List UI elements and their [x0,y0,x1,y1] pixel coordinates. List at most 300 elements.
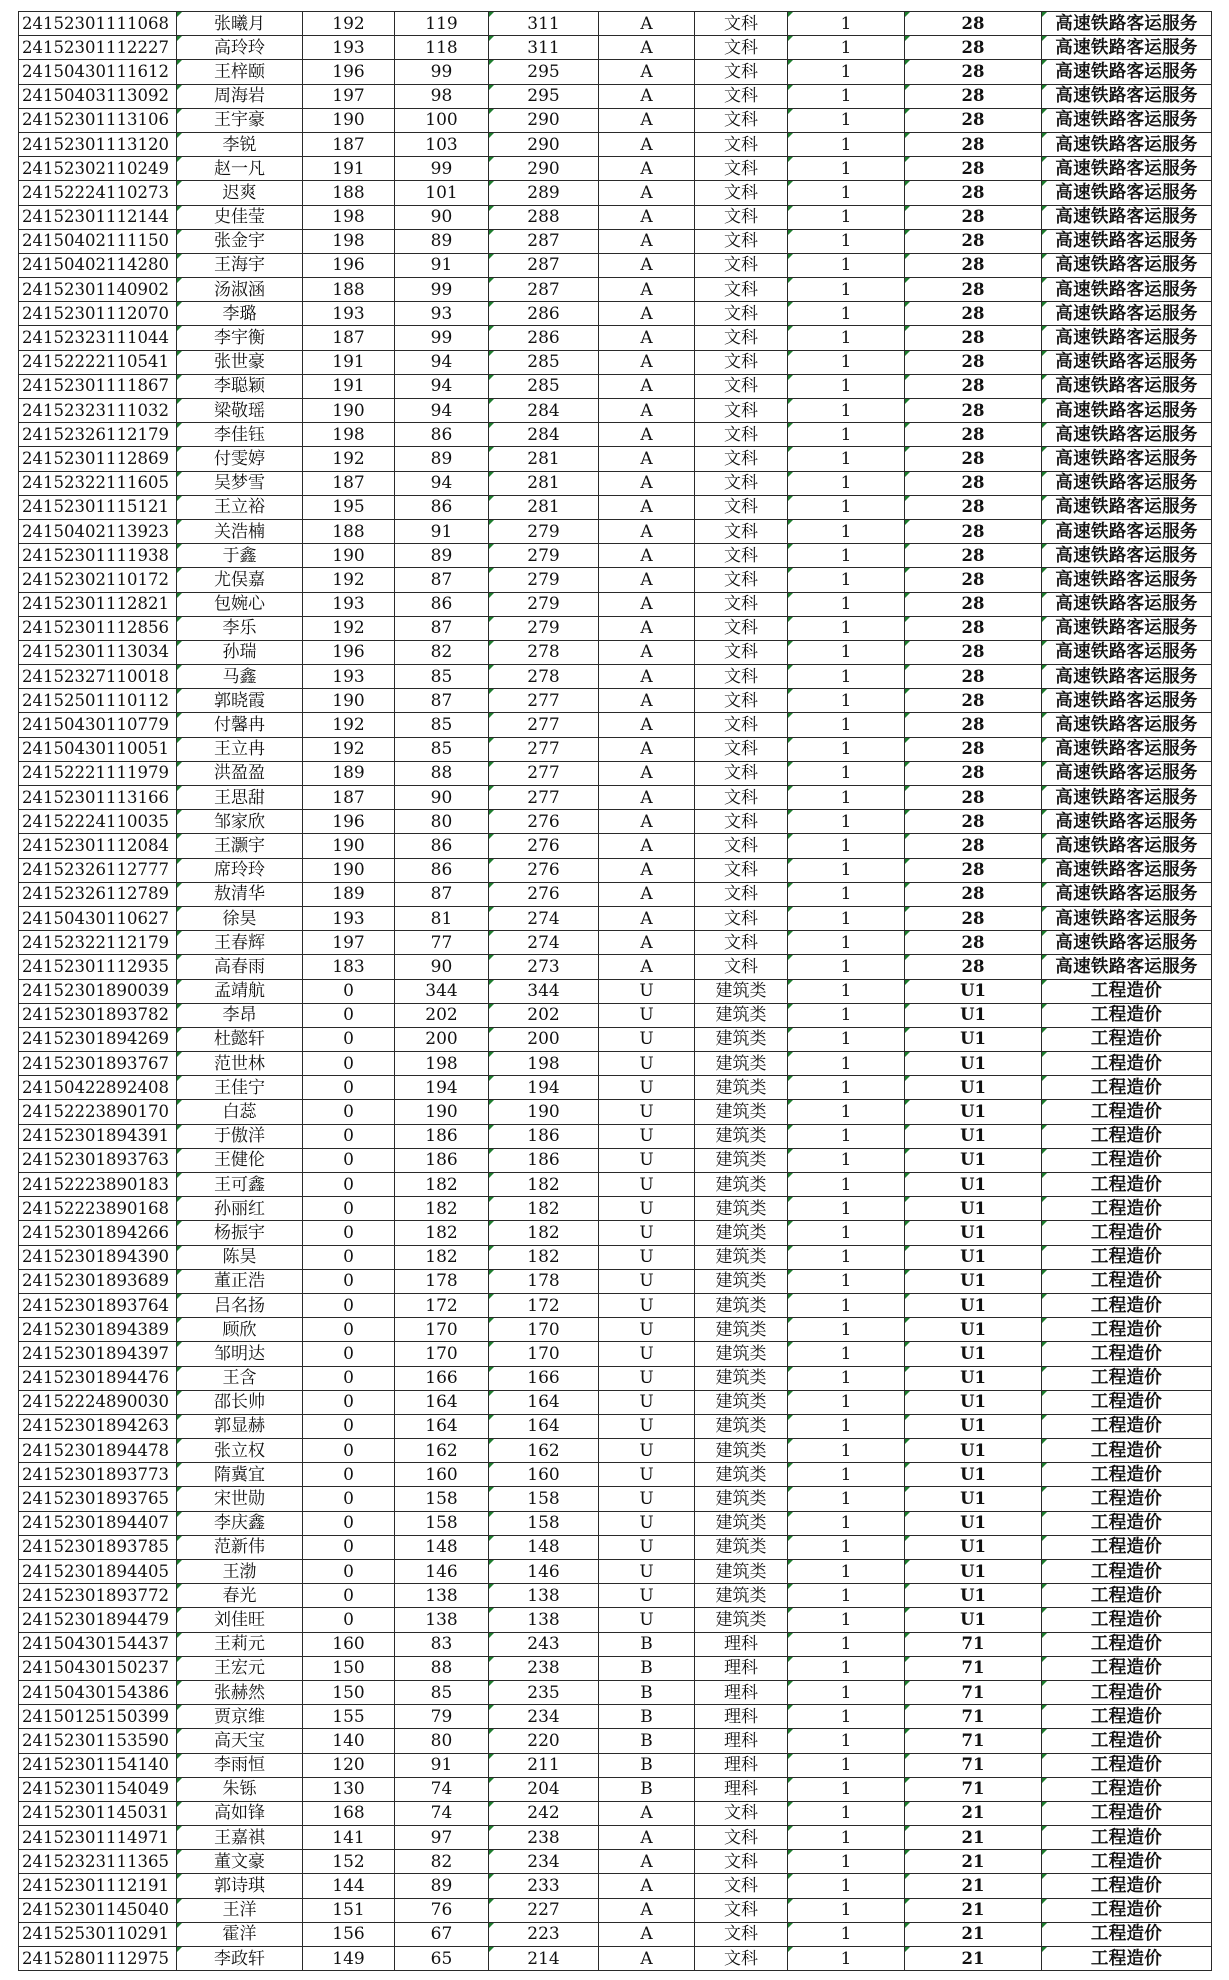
category-cell: A [599,519,695,543]
total-score-cell: 138 [489,1608,599,1632]
score-2-cell: 97 [395,1826,489,1850]
total-score-cell: 276 [489,834,599,858]
count-cell: 1 [788,665,905,689]
score-2-cell: 99 [395,60,489,84]
score-1-cell: 152 [303,1850,395,1874]
candidate-id-cell: 24152301893772 [19,1584,177,1608]
plan-code-cell: 71 [905,1705,1042,1729]
total-score-cell: 158 [489,1511,599,1535]
subject-cell: 建筑类 [695,1439,788,1463]
table-row [19,1826,1212,1850]
count-cell: 1 [788,326,905,350]
subject-cell: 文科 [695,181,788,205]
plan-code-cell: U1 [905,1245,1042,1269]
category-cell: U [599,1293,695,1317]
total-score-cell: 281 [489,447,599,471]
table-row [19,253,1212,277]
candidate-id-cell: 24152501110112 [19,689,177,713]
major-cell: 工程造价 [1042,1826,1212,1850]
subject-cell: 文科 [695,229,788,253]
total-score-cell: 182 [489,1245,599,1269]
table-row [19,1584,1212,1608]
candidate-id-cell: 24152326112179 [19,423,177,447]
candidate-id-cell: 24152301893764 [19,1293,177,1317]
major-cell: 工程造价 [1042,1947,1212,1971]
candidate-id-cell: 24152301113034 [19,640,177,664]
count-cell: 1 [788,544,905,568]
table-row [19,1100,1212,1124]
subject-cell: 文科 [695,761,788,785]
category-cell: U [599,1342,695,1366]
subject-cell: 建筑类 [695,1173,788,1197]
category-cell: A [599,592,695,616]
score-2-cell: 101 [395,181,489,205]
plan-code-cell: U1 [905,1511,1042,1535]
name-cell: 王春辉 [177,931,303,955]
subject-cell: 文科 [695,399,788,423]
total-score-cell: 211 [489,1753,599,1777]
candidate-id-cell: 24152301894389 [19,1318,177,1342]
table-row [19,544,1212,568]
count-cell: 1 [788,1124,905,1148]
name-cell: 于傲洋 [177,1124,303,1148]
score-1-cell: 0 [303,1560,395,1584]
name-cell: 李璐 [177,302,303,326]
name-cell: 王佳宁 [177,1076,303,1100]
plan-code-cell: U1 [905,1293,1042,1317]
name-cell: 邹明达 [177,1342,303,1366]
major-cell: 工程造价 [1042,1753,1212,1777]
score-2-cell: 99 [395,326,489,350]
plan-code-cell: U1 [905,1197,1042,1221]
total-score-cell: 160 [489,1463,599,1487]
name-cell: 周海岩 [177,84,303,108]
score-1-cell: 0 [303,1414,395,1438]
count-cell: 1 [788,955,905,979]
count-cell: 1 [788,12,905,36]
score-1-cell: 192 [303,568,395,592]
plan-code-cell: U1 [905,1100,1042,1124]
total-score-cell: 186 [489,1148,599,1172]
total-score-cell: 170 [489,1318,599,1342]
count-cell: 1 [788,1535,905,1559]
total-score-cell: 284 [489,399,599,423]
category-cell: A [599,1922,695,1946]
table-row [19,84,1212,108]
subject-cell: 建筑类 [695,1318,788,1342]
table-row [19,1922,1212,1946]
score-1-cell: 195 [303,495,395,519]
category-cell: A [599,471,695,495]
candidate-id-cell: 24152301894266 [19,1221,177,1245]
major-cell: 高速铁路客运服务 [1042,60,1212,84]
total-score-cell: 276 [489,810,599,834]
major-cell: 高速铁路客运服务 [1042,834,1212,858]
candidate-id-cell: 24152301112821 [19,592,177,616]
category-cell: A [599,447,695,471]
score-1-cell: 190 [303,108,395,132]
subject-cell: 文科 [695,1801,788,1825]
name-cell: 白蕊 [177,1100,303,1124]
category-cell: A [599,326,695,350]
score-2-cell: 85 [395,713,489,737]
total-score-cell: 172 [489,1293,599,1317]
table-row [19,1560,1212,1584]
candidate-id-cell: 24152301113106 [19,108,177,132]
category-cell: A [599,399,695,423]
major-cell: 高速铁路客运服务 [1042,906,1212,930]
score-2-cell: 88 [395,1656,489,1680]
major-cell: 高速铁路客运服务 [1042,737,1212,761]
score-2-cell: 202 [395,1003,489,1027]
major-cell: 工程造价 [1042,1245,1212,1269]
name-cell: 李昂 [177,1003,303,1027]
score-2-cell: 77 [395,931,489,955]
candidate-id-cell: 24152327110018 [19,665,177,689]
score-1-cell: 191 [303,374,395,398]
candidate-id-cell: 24152301894390 [19,1245,177,1269]
plan-code-cell: 28 [905,544,1042,568]
category-cell: A [599,713,695,737]
plan-code-cell: 28 [905,786,1042,810]
major-cell: 高速铁路客运服务 [1042,882,1212,906]
score-2-cell: 98 [395,84,489,108]
name-cell: 宋世勋 [177,1487,303,1511]
score-1-cell: 192 [303,713,395,737]
plan-code-cell: 71 [905,1656,1042,1680]
subject-cell: 建筑类 [695,1560,788,1584]
subject-cell: 文科 [695,858,788,882]
category-cell: A [599,665,695,689]
score-2-cell: 85 [395,737,489,761]
plan-code-cell: 28 [905,882,1042,906]
table-row [19,786,1212,810]
count-cell: 1 [788,1511,905,1535]
plan-code-cell: 28 [905,713,1042,737]
candidate-id-cell: 24152221111979 [19,761,177,785]
name-cell: 王洋 [177,1898,303,1922]
score-1-cell: 0 [303,1052,395,1076]
score-1-cell: 192 [303,616,395,640]
plan-code-cell: 28 [905,60,1042,84]
category-cell: U [599,1100,695,1124]
table-row [19,1076,1212,1100]
score-1-cell: 0 [303,1173,395,1197]
score-2-cell: 178 [395,1269,489,1293]
major-cell: 工程造价 [1042,1027,1212,1051]
name-cell: 高如锋 [177,1801,303,1825]
total-score-cell: 274 [489,931,599,955]
score-2-cell: 186 [395,1148,489,1172]
category-cell: A [599,906,695,930]
plan-code-cell: 21 [905,1922,1042,1946]
plan-code-cell: 28 [905,447,1042,471]
name-cell: 刘佳旺 [177,1608,303,1632]
total-score-cell: 277 [489,786,599,810]
plan-code-cell: 28 [905,810,1042,834]
subject-cell: 文科 [695,834,788,858]
table-row [19,519,1212,543]
count-cell: 1 [788,181,905,205]
subject-cell: 建筑类 [695,1148,788,1172]
name-cell: 李聪颖 [177,374,303,398]
subject-cell: 文科 [695,1826,788,1850]
category-cell: U [599,1173,695,1197]
table-row [19,1342,1212,1366]
table-row [19,423,1212,447]
major-cell: 工程造价 [1042,1173,1212,1197]
category-cell: A [599,132,695,156]
category-cell: A [599,60,695,84]
score-2-cell: 186 [395,1124,489,1148]
candidate-id-cell: 24152301893765 [19,1487,177,1511]
name-cell: 高天宝 [177,1729,303,1753]
count-cell: 1 [788,471,905,495]
category-cell: A [599,786,695,810]
candidate-id-cell: 24152223890170 [19,1100,177,1124]
score-2-cell: 182 [395,1245,489,1269]
category-cell: A [599,810,695,834]
name-cell: 王立裕 [177,495,303,519]
score-1-cell: 150 [303,1656,395,1680]
count-cell: 1 [788,1269,905,1293]
total-score-cell: 164 [489,1414,599,1438]
candidate-id-cell: 24150402114280 [19,253,177,277]
subject-cell: 文科 [695,253,788,277]
major-cell: 工程造价 [1042,1922,1212,1946]
score-1-cell: 0 [303,1027,395,1051]
plan-code-cell: U1 [905,1148,1042,1172]
name-cell: 李乐 [177,616,303,640]
subject-cell: 文科 [695,544,788,568]
subject-cell: 文科 [695,1850,788,1874]
major-cell: 高速铁路客运服务 [1042,12,1212,36]
major-cell: 高速铁路客运服务 [1042,447,1212,471]
score-2-cell: 94 [395,350,489,374]
plan-code-cell: U1 [905,1342,1042,1366]
name-cell: 朱铄 [177,1777,303,1801]
table-row [19,1390,1212,1414]
subject-cell: 文科 [695,882,788,906]
count-cell: 1 [788,1245,905,1269]
total-score-cell: 284 [489,423,599,447]
total-score-cell: 233 [489,1874,599,1898]
score-2-cell: 100 [395,108,489,132]
plan-code-cell: 71 [905,1729,1042,1753]
candidate-id-cell: 24152301894479 [19,1608,177,1632]
candidate-id-cell: 24152301894478 [19,1439,177,1463]
total-score-cell: 281 [489,495,599,519]
total-score-cell: 279 [489,519,599,543]
candidate-id-cell: 24152322112179 [19,931,177,955]
name-cell: 张赫然 [177,1680,303,1704]
total-score-cell: 146 [489,1560,599,1584]
count-cell: 1 [788,1705,905,1729]
subject-cell: 文科 [695,665,788,689]
score-1-cell: 0 [303,1584,395,1608]
plan-code-cell: U1 [905,1390,1042,1414]
score-2-cell: 74 [395,1801,489,1825]
score-2-cell: 87 [395,882,489,906]
plan-code-cell: U1 [905,1173,1042,1197]
major-cell: 工程造价 [1042,1680,1212,1704]
category-cell: B [599,1705,695,1729]
score-1-cell: 196 [303,253,395,277]
count-cell: 1 [788,568,905,592]
count-cell: 1 [788,132,905,156]
score-1-cell: 156 [303,1922,395,1946]
count-cell: 1 [788,1052,905,1076]
name-cell: 贾京维 [177,1705,303,1729]
plan-code-cell: 28 [905,640,1042,664]
table-row [19,665,1212,689]
candidate-id-cell: 24152301893782 [19,1003,177,1027]
subject-cell: 理科 [695,1680,788,1704]
category-cell: A [599,544,695,568]
plan-code-cell: 28 [905,689,1042,713]
count-cell: 1 [788,979,905,1003]
score-2-cell: 80 [395,1729,489,1753]
category-cell: U [599,1245,695,1269]
subject-cell: 文科 [695,737,788,761]
total-score-cell: 287 [489,229,599,253]
score-2-cell: 89 [395,544,489,568]
name-cell: 梁敬瑶 [177,399,303,423]
major-cell: 工程造价 [1042,1705,1212,1729]
major-cell: 工程造价 [1042,1632,1212,1656]
category-cell: U [599,1439,695,1463]
total-score-cell: 286 [489,326,599,350]
count-cell: 1 [788,1100,905,1124]
score-1-cell: 190 [303,834,395,858]
name-cell: 孟靖航 [177,979,303,1003]
score-1-cell: 190 [303,858,395,882]
total-score-cell: 164 [489,1390,599,1414]
score-2-cell: 89 [395,447,489,471]
subject-cell: 文科 [695,1947,788,1971]
major-cell: 高速铁路客运服务 [1042,205,1212,229]
subject-cell: 建筑类 [695,1269,788,1293]
category-cell: A [599,495,695,519]
table-row [19,761,1212,785]
major-cell: 工程造价 [1042,1584,1212,1608]
category-cell: A [599,1826,695,1850]
score-1-cell: 198 [303,229,395,253]
candidate-id-cell: 24152301111068 [19,12,177,36]
category-cell: U [599,1390,695,1414]
category-cell: U [599,1511,695,1535]
count-cell: 1 [788,1366,905,1390]
category-cell: U [599,1221,695,1245]
total-score-cell: 166 [489,1366,599,1390]
score-2-cell: 99 [395,278,489,302]
total-score-cell: 202 [489,1003,599,1027]
major-cell: 高速铁路客运服务 [1042,810,1212,834]
score-1-cell: 150 [303,1680,395,1704]
count-cell: 1 [788,1148,905,1172]
candidate-id-cell: 24152301113166 [19,786,177,810]
score-2-cell: 164 [395,1390,489,1414]
score-1-cell: 188 [303,278,395,302]
candidate-id-cell: 24152224890030 [19,1390,177,1414]
candidate-id-cell: 24150430154386 [19,1680,177,1704]
category-cell: A [599,568,695,592]
score-1-cell: 189 [303,882,395,906]
category-cell: A [599,423,695,447]
score-1-cell: 155 [303,1705,395,1729]
name-cell: 李政轩 [177,1947,303,1971]
score-2-cell: 182 [395,1197,489,1221]
category-cell: A [599,1898,695,1922]
category-cell: A [599,181,695,205]
total-score-cell: 138 [489,1584,599,1608]
plan-code-cell: 71 [905,1632,1042,1656]
score-1-cell: 196 [303,640,395,664]
subject-cell: 文科 [695,108,788,132]
score-2-cell: 87 [395,689,489,713]
subject-cell: 文科 [695,616,788,640]
score-2-cell: 81 [395,906,489,930]
plan-code-cell: U1 [905,1318,1042,1342]
count-cell: 1 [788,84,905,108]
score-2-cell: 172 [395,1293,489,1317]
candidate-id-cell: 24152301112084 [19,834,177,858]
category-cell: A [599,1874,695,1898]
table-body [19,12,1212,1971]
total-score-cell: 289 [489,181,599,205]
total-score-cell: 295 [489,60,599,84]
score-1-cell: 0 [303,1221,395,1245]
category-cell: A [599,858,695,882]
subject-cell: 建筑类 [695,1414,788,1438]
score-1-cell: 197 [303,84,395,108]
score-1-cell: 196 [303,60,395,84]
candidate-id-cell: 24152301113120 [19,132,177,156]
name-cell: 高玲玲 [177,36,303,60]
category-cell: U [599,1366,695,1390]
name-cell: 洪盈盈 [177,761,303,785]
plan-code-cell: U1 [905,1535,1042,1559]
name-cell: 李宇衡 [177,326,303,350]
candidate-id-cell: 24152323111044 [19,326,177,350]
table-row [19,689,1212,713]
count-cell: 1 [788,108,905,132]
score-1-cell: 0 [303,1100,395,1124]
total-score-cell: 287 [489,253,599,277]
candidate-id-cell: 24152301112070 [19,302,177,326]
major-cell: 高速铁路客运服务 [1042,665,1212,689]
major-cell: 高速铁路客运服务 [1042,253,1212,277]
count-cell: 1 [788,1390,905,1414]
name-cell: 汤淑涵 [177,278,303,302]
candidate-id-cell: 24152301894405 [19,1560,177,1584]
name-cell: 张立权 [177,1439,303,1463]
score-2-cell: 148 [395,1535,489,1559]
table-row [19,205,1212,229]
score-2-cell: 65 [395,1947,489,1971]
category-cell: U [599,1124,695,1148]
score-2-cell: 82 [395,640,489,664]
plan-code-cell: U1 [905,1439,1042,1463]
name-cell: 隋冀宜 [177,1463,303,1487]
category-cell: U [599,1584,695,1608]
plan-code-cell: 28 [905,616,1042,640]
candidate-id-cell: 24152301893785 [19,1535,177,1559]
major-cell: 高速铁路客运服务 [1042,350,1212,374]
score-2-cell: 86 [395,495,489,519]
candidate-id-cell: 24152224110035 [19,810,177,834]
score-2-cell: 82 [395,1850,489,1874]
